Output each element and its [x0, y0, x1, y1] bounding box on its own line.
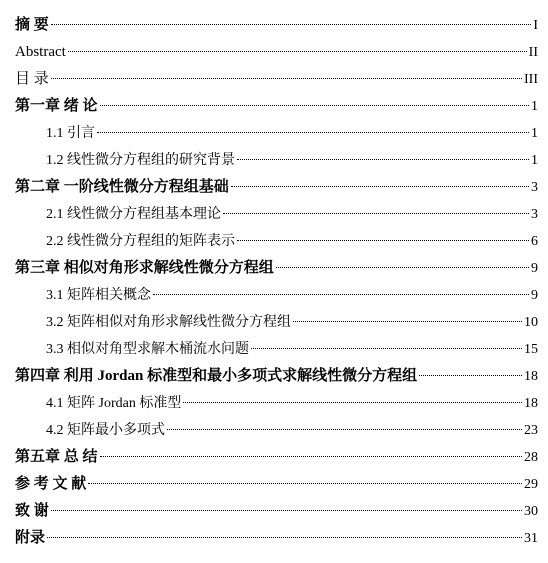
toc-entry-page: II	[528, 45, 538, 60]
dot-leader	[167, 429, 522, 430]
toc-entry-title: 2.2 线性微分方程组的矩阵表示	[46, 234, 235, 249]
toc-entry-title: 摘 要	[15, 17, 49, 33]
toc-entry-section-3-1[interactable]	[15, 282, 538, 309]
toc-entry-section-4-1[interactable]	[15, 390, 538, 417]
toc-entry-contents[interactable]	[15, 66, 538, 93]
toc-entry-title: 第三章 相似对角形求解线性微分方程组	[15, 260, 274, 276]
dot-leader	[251, 348, 522, 349]
dot-leader	[51, 24, 532, 25]
dot-leader	[153, 294, 529, 295]
toc-entry-title: 4.2 矩阵最小多项式	[46, 423, 165, 438]
toc-entry-title: 参 考 文 献	[15, 476, 87, 492]
toc-entry-page: 18	[524, 369, 538, 384]
toc-entry-page: 15	[524, 342, 538, 357]
toc-entry-page: 28	[524, 450, 538, 465]
toc-entry-title: 第四章 利用 Jordan 标准型和最小多项式求解线性微分方程组	[15, 368, 418, 384]
toc-entry-references[interactable]	[15, 471, 538, 498]
toc-entry-chapter-3[interactable]	[15, 255, 538, 282]
toc-entry-page: 9	[531, 288, 538, 303]
toc-entry-section-4-2[interactable]	[15, 417, 538, 444]
toc-entry-abstract-en[interactable]	[15, 39, 538, 66]
toc-entry-page: 10	[524, 315, 538, 330]
toc-entry-section-2-1[interactable]	[15, 201, 538, 228]
toc-entry-chapter-2[interactable]	[15, 174, 538, 201]
toc-entry-section-3-3[interactable]	[15, 336, 538, 363]
dot-leader	[237, 159, 529, 160]
toc-entry-chapter-1[interactable]	[15, 93, 538, 120]
toc-entry-title: 第二章 一阶线性微分方程组基础	[15, 179, 229, 195]
toc-entry-page: 3	[531, 207, 538, 222]
toc-entry-section-1-2[interactable]	[15, 147, 538, 174]
toc-entry-page: 30	[524, 504, 538, 519]
toc-entry-chapter-4[interactable]	[15, 363, 538, 390]
toc-entry-title: 致 谢	[15, 503, 49, 519]
toc-entry-chapter-5[interactable]	[15, 444, 538, 471]
toc-entry-page: 1	[531, 153, 538, 168]
toc-entry-title: 4.1 矩阵 Jordan 标准型	[46, 396, 182, 411]
toc-entry-title: 1.2 线性微分方程组的研究背景	[46, 153, 235, 168]
toc-entry-section-2-2[interactable]	[15, 228, 538, 255]
dot-leader	[88, 483, 522, 484]
toc-entry-page: 18	[524, 396, 538, 411]
toc-entry-page: 1	[531, 126, 538, 141]
dot-leader	[97, 132, 529, 133]
toc-entry-page: 31	[524, 531, 538, 546]
toc-entry-page: 9	[531, 261, 538, 276]
dot-leader	[237, 240, 529, 241]
dot-leader	[183, 402, 522, 403]
toc-entry-title: 3.2 矩阵相似对角形求解线性微分方程组	[46, 315, 291, 330]
dot-leader	[51, 510, 522, 511]
toc-entry-page: 3	[531, 180, 538, 195]
dot-leader	[51, 78, 522, 79]
toc-entry-section-1-1[interactable]	[15, 120, 538, 147]
toc-entry-title: 3.3 相似对角型求解木桶流水问题	[46, 342, 249, 357]
toc-entry-title: Abstract	[15, 44, 66, 60]
dot-leader	[223, 213, 529, 214]
toc-entry-page: III	[524, 72, 538, 87]
dot-leader	[231, 186, 529, 187]
dot-leader	[419, 375, 522, 376]
dot-leader	[276, 267, 529, 268]
dot-leader	[100, 105, 529, 106]
toc-entry-title: 附录	[15, 530, 46, 546]
toc-entry-title: 3.1 矩阵相关概念	[46, 288, 151, 303]
toc-entry-page: I	[533, 18, 538, 33]
toc-entry-abstract-cn[interactable]	[15, 12, 538, 39]
dot-leader	[68, 51, 527, 52]
toc-entry-appendix[interactable]	[15, 525, 538, 552]
dot-leader	[100, 456, 522, 457]
toc-entry-page: 29	[524, 477, 538, 492]
toc-entry-section-3-2[interactable]	[15, 309, 538, 336]
toc-entry-page: 23	[524, 423, 538, 438]
dot-leader	[47, 537, 522, 538]
toc-entry-title: 1.1 引言	[46, 126, 95, 141]
toc-entry-title: 目 录	[15, 71, 49, 87]
toc-entry-title: 2.1 线性微分方程组基本理论	[46, 207, 221, 222]
toc-entry-page: 1	[531, 99, 538, 114]
dot-leader	[293, 321, 522, 322]
toc-entry-page: 6	[531, 234, 538, 249]
toc-entry-acknowledgements[interactable]	[15, 498, 538, 525]
toc-entry-title: 第一章 绪 论	[15, 98, 98, 114]
toc-entry-title: 第五章 总 结	[15, 449, 98, 465]
